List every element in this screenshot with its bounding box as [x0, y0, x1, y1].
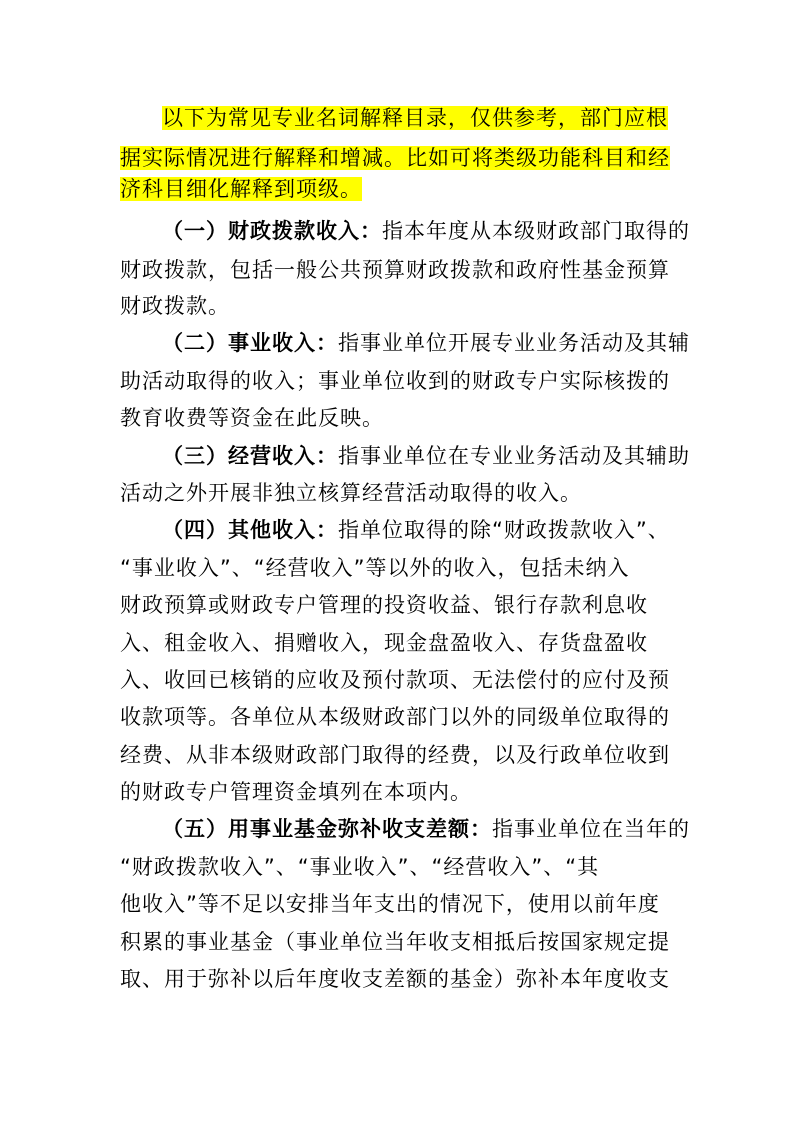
section-2-term: （二）事业收入： — [162, 331, 338, 355]
section-5-line-1: （五）用事业基金弥补收支差额：指事业单位在当年的 — [162, 817, 690, 841]
section-4-line-3: 财政预算或财政专户管理的投资收益、银行存款利息收 — [120, 593, 648, 617]
section-5-line-5: 取、用于弥补以后年度收支差额的基金）弥补本年度收支 — [120, 967, 670, 991]
section-4-line-2: “事业收入”、“经营收入”等以外的收入，包括未纳入 — [120, 556, 630, 580]
section-3-line-1: （三）经营收入：指事业单位在专业业务活动及其辅助 — [162, 444, 690, 468]
section-4-line-4: 入、租金收入、捐赠收入，现金盘盈收入、存货盘盈收 — [120, 631, 648, 655]
section-2-line-2: 助活动取得的收入；事业单位收到的财政专户实际核拨的 — [120, 369, 670, 393]
intro-line-3: 济科目细化解释到项级。 — [120, 177, 362, 201]
section-1-line-2: 财政拨款，包括一般公共预算财政拨款和政府性基金预算 — [120, 258, 670, 282]
intro-line-1: 以下为常见专业名词解释目录，仅供参考，部门应根 — [162, 106, 668, 130]
section-5-line-2: “财政拨款收入”、“事业收入”、“经营收入”、“其 — [120, 855, 600, 879]
section-4-line-6: 收款项等。各单位从本级财政部门以外的同级单位取得的 — [120, 705, 670, 729]
section-2-line-3: 教育收费等资金在此反映。 — [120, 406, 384, 430]
intro-line-2: 据实际情况进行解释和增减。比如可将类级功能科目和经 — [120, 146, 670, 170]
section-1-line-1: （一）财政拨款收入：指本年度从本级财政部门取得的 — [162, 219, 690, 243]
section-4-line-1: （四）其他收入：指单位取得的除“财政拨款收入”、 — [162, 518, 670, 542]
section-5-line-4: 积累的事业基金（事业单位当年收支相抵后按国家规定提 — [120, 930, 670, 954]
section-4-line-5: 入、收回已核销的应收及预付款项、无法偿付的应付及预 — [120, 668, 670, 692]
section-4-line-8: 的财政专户管理资金填列在本项内。 — [120, 780, 472, 804]
section-5-line-3: 他收入”等不足以安排当年支出的情况下，使用以前年度 — [120, 892, 660, 916]
section-2-line-1: （二）事业收入：指事业单位开展专业业务活动及其辅 — [162, 331, 690, 355]
section-4-term: （四）其他收入： — [162, 518, 338, 542]
section-5-term: （五）用事业基金弥补收支差额： — [162, 817, 492, 841]
section-3-line-2: 活动之外开展非独立核算经营活动取得的收入。 — [120, 481, 582, 505]
section-1-term: （一）财政拨款收入： — [162, 219, 382, 243]
section-4-line-7: 经费、从非本级财政部门取得的经费，以及行政单位收到 — [120, 743, 670, 767]
section-1-line-3: 财政拨款。 — [120, 294, 230, 318]
section-3-term: （三）经营收入： — [162, 444, 338, 468]
